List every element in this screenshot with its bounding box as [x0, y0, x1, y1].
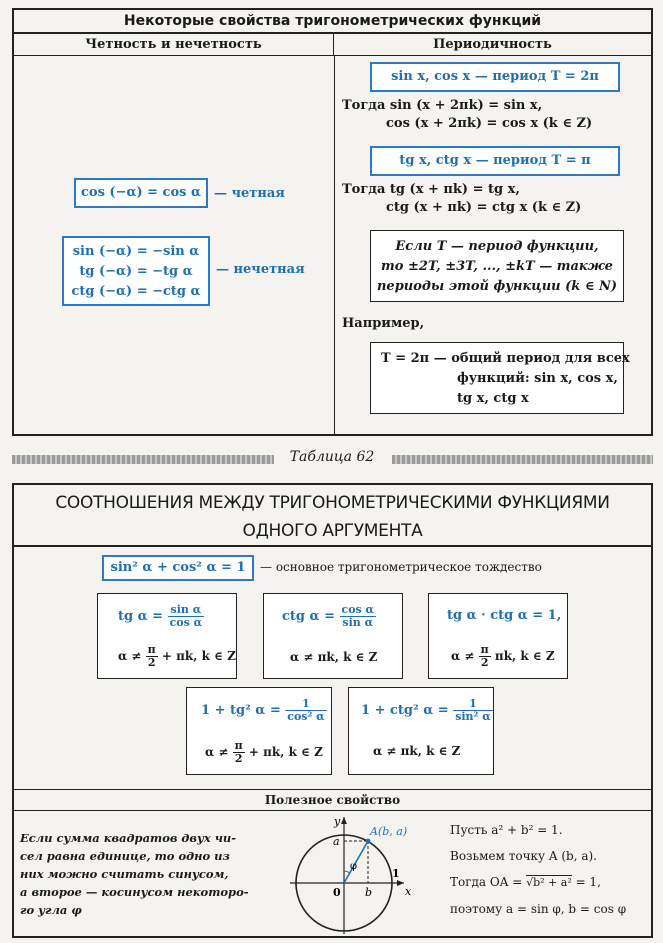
point-a — [366, 839, 371, 844]
tg2-cond-den: 2 — [234, 752, 243, 765]
example-box — [370, 342, 630, 414]
even-formula: cos (−α) = cos α — [80, 185, 201, 200]
proof-text — [450, 821, 626, 918]
ctg-definition-box — [263, 593, 403, 679]
period-pi-line2: ctg (x + πk) = ctg x (k ∈ Z) — [386, 200, 582, 215]
period-2pi-line1: Тогда sin (x + 2πk) = sin x, — [342, 98, 543, 113]
useful-property-header: Полезное свойство — [14, 789, 651, 811]
tg2-num: 1 — [285, 698, 326, 711]
useful-line2: сел равна единице, то одно из — [20, 849, 230, 863]
example-line1: T = 2π — общий период для всех — [381, 351, 630, 366]
column-divider — [334, 56, 335, 434]
proof-line4: поэтому a = sin φ, b = cos φ — [450, 902, 627, 916]
separator-left — [12, 455, 274, 464]
tg-squared-box — [186, 687, 332, 775]
identity-box — [102, 555, 254, 581]
origin-label: 0 — [333, 886, 341, 899]
useful-line1: Если сумма квадратов двух чи- — [20, 831, 237, 845]
ctg2-cond: α ≠ πk, k ∈ Z — [373, 744, 461, 758]
period-2pi-text: sin x, cos x — период T = 2π — [391, 69, 599, 84]
ctg-lhs: ctg α = — [282, 609, 335, 624]
odd-formula-tg: tg (−α) = −tg α — [79, 264, 193, 279]
prod-cond-num: π — [480, 643, 489, 656]
ctg-cond: α ≠ πk, k ∈ Z — [290, 650, 378, 664]
x-label: x — [405, 885, 412, 898]
properties-table — [12, 8, 653, 436]
unit-circle-diagram — [286, 813, 424, 937]
useful-line3: них можно считать синусом, — [20, 867, 229, 881]
odd-formulas-box — [62, 236, 210, 306]
tg2-cond-num: π — [234, 739, 243, 752]
parity-header: Четность и нечетность — [14, 34, 334, 56]
period-pi-line1: Тогда tg (x + πk) = tg x, — [342, 182, 520, 197]
separator-right — [392, 455, 653, 464]
title-line2: ОДНОГО АРГУМЕНТА — [242, 521, 423, 541]
example-line3: tg x, ctg x — [457, 391, 529, 406]
properties-table-title: Некоторые свойства тригонометрических функций — [14, 10, 651, 34]
rule-line1: Если T — период функции, — [395, 239, 599, 254]
point-a-label: A(b, a) — [370, 825, 408, 838]
tg-cond-den: 2 — [147, 656, 156, 669]
period-2pi-line2: cos (x + 2πk) = cos x (k ∈ Z) — [386, 116, 593, 131]
proof-l3b: b² + a² — [533, 876, 572, 889]
ctg-squared-box — [348, 687, 494, 775]
even-label: — четная — [214, 186, 285, 201]
relations-table-title — [14, 485, 651, 547]
tg-lhs: tg α = — [118, 609, 164, 624]
proof-line2: Возьмем точку A (b, a). — [450, 849, 597, 863]
title-line1: СООТНОШЕНИЯ МЕЖДУ ТРИГОНОМЕТРИЧЕСКИМИ ФУНКЦИЯМИ — [55, 493, 610, 513]
x-axis-arrow — [397, 880, 404, 886]
y-axis-arrow — [341, 817, 347, 824]
tg-definition-box — [97, 593, 237, 679]
identity-label: — основное тригонометрическое тождество — [260, 560, 542, 574]
proof-l3a: Тогда OA = — [450, 875, 523, 889]
b-label: b — [365, 886, 373, 899]
useful-property-text — [20, 829, 249, 919]
tg-cond-b: + πk, k ∈ Z — [161, 649, 236, 663]
y-label: y — [334, 815, 341, 828]
tg-den: cos α — [169, 616, 203, 629]
period-2pi-box — [370, 62, 620, 92]
odd-formula-ctg: ctg (−α) = −ctg α — [71, 284, 201, 299]
tg-num: sin α — [168, 604, 205, 617]
tg-cond-a: α ≠ — [118, 649, 142, 663]
period-pi-box — [370, 146, 620, 176]
proof-line3: Тогда OA = √b² + a² = 1, — [450, 875, 601, 889]
relations-table — [12, 483, 653, 938]
one-label: 1 — [392, 867, 400, 880]
odd-label: — нечетная — [216, 262, 305, 277]
product-formula: tg α · ctg α = 1, — [447, 608, 562, 623]
ctg2-lhs: 1 + ctg² α = — [361, 703, 449, 718]
period-rule-box — [370, 230, 624, 302]
phi-label: φ — [350, 861, 358, 872]
rule-line3: периоды этой функции (k ∈ N) — [376, 279, 618, 294]
proof-line1: Пусть a² + b² = 1. — [450, 823, 563, 837]
tg-cond-num: π — [147, 643, 156, 656]
prod-cond-a: α ≠ — [451, 649, 475, 663]
useful-line5: го угла φ — [20, 903, 82, 917]
example-label: Например, — [342, 316, 425, 331]
tg2-cond-b: + πk, k ∈ Z — [248, 745, 323, 759]
identity-formula: sin² α + cos² α = 1 — [110, 560, 246, 575]
ctg-den: sin α — [342, 616, 374, 629]
proof-l3c: = 1, — [575, 875, 601, 889]
even-formula-box — [74, 178, 208, 208]
example-line2: функций: sin x, cos x, — [457, 371, 618, 386]
ctg2-num: 1 — [453, 698, 492, 711]
a-label: a — [333, 835, 340, 848]
prod-cond-den: 2 — [480, 656, 489, 669]
rule-line2: то ±2T, ±3T, ..., ±kT — также — [381, 259, 613, 274]
table-caption: Таблица 62 — [289, 449, 375, 465]
tg2-cond-a: α ≠ — [205, 745, 229, 759]
ctg-num: cos α — [341, 603, 375, 616]
odd-formula-sin: sin (−α) = −sin α — [72, 244, 200, 259]
period-pi-text: tg x, ctg x — период T = π — [399, 153, 591, 168]
ctg2-den: sin² α — [455, 710, 491, 723]
tg2-den: cos² α — [287, 710, 325, 723]
tg2-lhs: 1 + tg² α = — [201, 703, 281, 718]
tg-ctg-product-box — [428, 593, 568, 679]
periodicity-header: Периодичность — [334, 34, 651, 56]
prod-cond-b: πk, k ∈ Z — [494, 649, 555, 663]
useful-line4: а второе — косинусом некоторо- — [20, 885, 249, 899]
